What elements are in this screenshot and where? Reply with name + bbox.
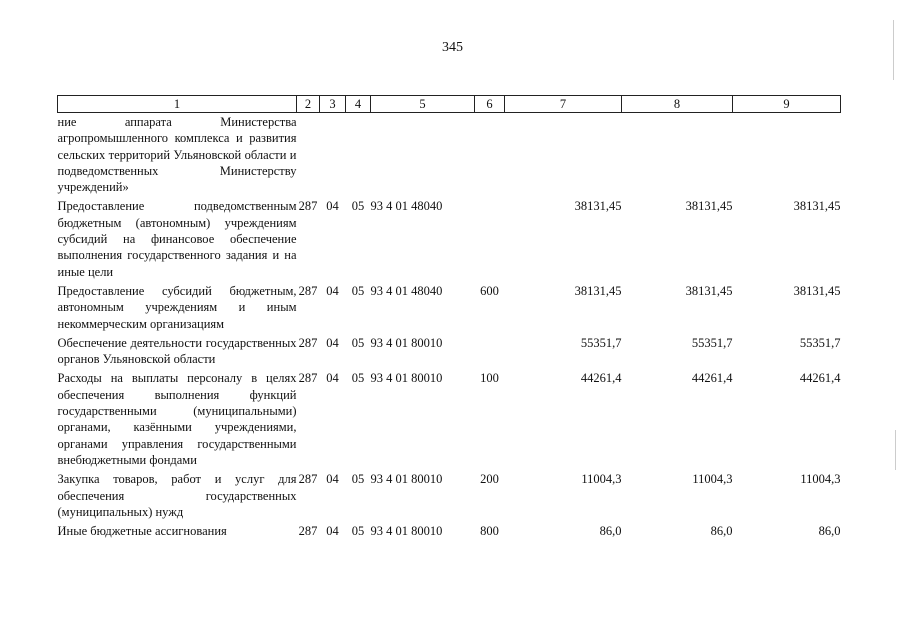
table-header-row xyxy=(58,96,841,113)
header-col-1: 1 xyxy=(58,96,297,113)
header-col-9: 9 xyxy=(733,96,841,113)
page-number: 345 xyxy=(442,40,463,55)
row-amount-col7: 86,0 xyxy=(599,524,622,539)
row-expense-type: 100 xyxy=(480,371,499,386)
table-row xyxy=(58,369,841,470)
row-name: Иные бюджетные ассигнования xyxy=(57,524,227,539)
row-admin-code: 287 xyxy=(298,472,318,487)
row-expense-type: 800 xyxy=(480,524,499,539)
row-name: Закупка товаров, работ и услуг для обеспечения государственных (муниципальных) нужд xyxy=(57,472,297,519)
header-col-3: 3 xyxy=(320,96,346,113)
budget-table xyxy=(57,95,841,541)
row-expense-type xyxy=(475,334,505,370)
row-amount-col9: 38131,45 xyxy=(793,199,841,214)
row-name: Предоставление субсидий бюджетным, автономным учреждениям и иным некоммерческим организациям xyxy=(57,283,297,331)
row-amount-col9: 44261,4 xyxy=(799,371,841,386)
row-subsection: 05 xyxy=(351,371,365,386)
row-subsection: 05 xyxy=(351,524,365,539)
row-target-article xyxy=(371,113,475,198)
row-amount-col8: 55351,7 xyxy=(691,335,733,350)
table-row xyxy=(58,197,841,281)
header-col-8: 8 xyxy=(622,96,733,113)
table-row xyxy=(58,282,841,334)
row-target-article: 93 4 01 48040 xyxy=(370,283,443,298)
row-section: 04 xyxy=(326,524,339,539)
row-expense-type xyxy=(475,197,505,281)
row-target-article: 93 4 01 48040 xyxy=(370,199,443,214)
header-col-6: 6 xyxy=(475,96,505,113)
row-amount-col7: 55351,7 xyxy=(580,335,622,350)
row-subsection: 05 xyxy=(351,199,365,214)
row-target-article: 93 4 01 80010 xyxy=(370,371,443,386)
row-expense-type: 200 xyxy=(480,472,499,487)
row-section: 04 xyxy=(326,199,339,214)
row-amount-col8: 44261,4 xyxy=(691,371,733,386)
row-amount-col8 xyxy=(622,113,733,198)
row-name: Предоставление подведомственным бюджетным (автономным) учреждениям субсидий на финансовое обеспечение выполнения государственного задания и на иные цели xyxy=(57,199,297,279)
table-row xyxy=(58,334,841,370)
row-subsection: 05 xyxy=(351,335,365,350)
row-amount-col7: 11004,3 xyxy=(581,472,622,487)
row-section: 04 xyxy=(326,472,339,487)
table-row xyxy=(58,113,841,198)
row-subsection: 05 xyxy=(351,472,365,487)
scan-margin-mark xyxy=(893,20,894,80)
row-amount-col9: 38131,45 xyxy=(793,283,841,298)
row-name: ние аппарата Министерства агропромышленного комплекса и развития сельских территорий Ульяновской области и подведомственных Министерству учреждений» xyxy=(57,115,297,195)
row-section: 04 xyxy=(326,335,339,350)
row-admin-code: 287 xyxy=(298,199,318,214)
row-admin-code: 287 xyxy=(298,371,318,386)
row-admin-code xyxy=(297,113,320,198)
header-col-2: 2 xyxy=(297,96,320,113)
row-target-article: 93 4 01 80010 xyxy=(370,524,443,539)
header-col-7: 7 xyxy=(505,96,622,113)
header-col-5: 5 xyxy=(371,96,475,113)
row-amount-col9: 86,0 xyxy=(818,524,841,539)
row-name: Обеспечение деятельности государственных органов Ульяновской области xyxy=(57,335,297,367)
row-section xyxy=(320,113,346,198)
row-amount-col7: 38131,45 xyxy=(574,199,622,214)
row-amount-col9: 55351,7 xyxy=(799,335,841,350)
row-section: 04 xyxy=(326,283,339,298)
row-amount-col7: 44261,4 xyxy=(580,371,622,386)
table-row xyxy=(58,470,841,522)
row-amount-col8: 11004,3 xyxy=(692,472,733,487)
row-amount-col9: 11004,3 xyxy=(800,472,841,487)
table-row xyxy=(58,522,841,541)
row-section: 04 xyxy=(326,371,339,386)
row-target-article: 93 4 01 80010 xyxy=(370,472,443,487)
header-col-4: 4 xyxy=(346,96,371,113)
scan-margin-mark xyxy=(895,430,896,470)
row-subsection xyxy=(346,113,371,198)
row-amount-col9 xyxy=(733,113,841,198)
row-expense-type: 600 xyxy=(480,283,499,298)
row-admin-code: 287 xyxy=(298,524,318,539)
row-admin-code: 287 xyxy=(298,335,318,350)
row-subsection: 05 xyxy=(351,283,365,298)
row-amount-col7 xyxy=(505,113,622,198)
row-amount-col8: 38131,45 xyxy=(685,283,733,298)
row-admin-code: 287 xyxy=(298,283,318,298)
row-amount-col8: 86,0 xyxy=(710,524,733,539)
row-name: Расходы на выплаты персоналу в целях обеспечения выполнения функций государственными (муниципальными) органами, казёнными учреждениями, органами управления государственными внебюджетными фондами xyxy=(57,371,297,467)
row-amount-col8: 38131,45 xyxy=(685,199,733,214)
row-expense-type xyxy=(475,113,505,198)
row-amount-col7: 38131,45 xyxy=(574,283,622,298)
row-target-article: 93 4 01 80010 xyxy=(370,335,443,350)
